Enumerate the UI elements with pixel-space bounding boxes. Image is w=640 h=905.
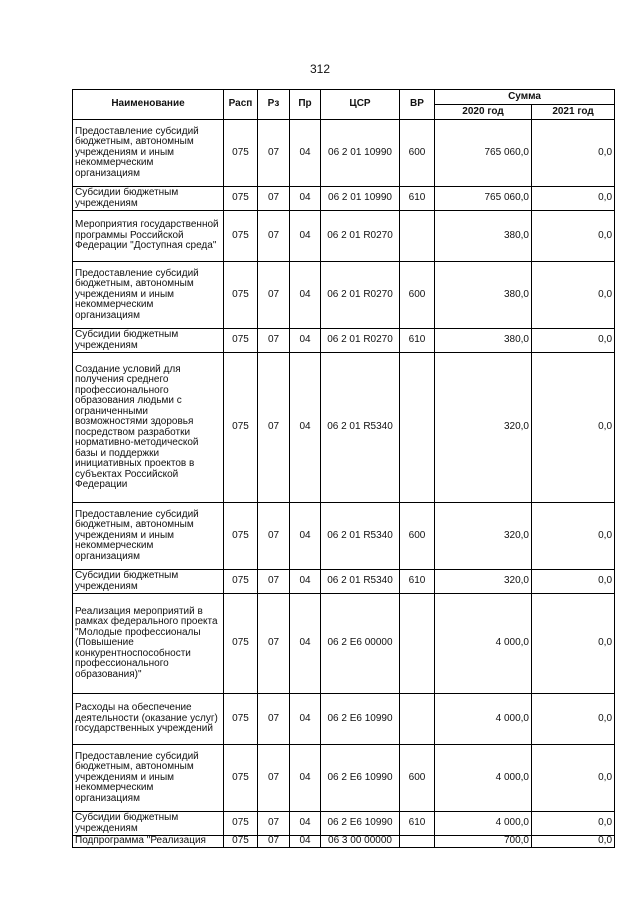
cell-csr: 06 2 E6 10990 xyxy=(321,745,400,812)
cell-y2021: 0,0 xyxy=(532,836,615,848)
cell-rz: 07 xyxy=(258,570,290,594)
cell-y2020: 765 060,0 xyxy=(435,187,532,211)
cell-y2020: 4 000,0 xyxy=(435,594,532,694)
cell-vr: 600 xyxy=(400,745,435,812)
header-sum: Сумма xyxy=(435,90,615,105)
cell-pr: 04 xyxy=(290,694,321,745)
table-row xyxy=(73,187,615,211)
cell-rasp: 075 xyxy=(224,812,258,836)
cell-rasp: 075 xyxy=(224,694,258,745)
cell-y2021: 0,0 xyxy=(532,745,615,812)
cell-y2021: 0,0 xyxy=(532,570,615,594)
header-row xyxy=(73,90,615,105)
cell-y2020: 4 000,0 xyxy=(435,812,532,836)
cell-name: Предоставление субсидий бюджетным, автономным учреждениям и иным некоммерческим организациям xyxy=(73,745,224,812)
cell-csr: 06 2 E6 10990 xyxy=(321,812,400,836)
cell-y2021: 0,0 xyxy=(532,594,615,694)
cell-name: Реализация мероприятий в рамках федерального проекта "Молодые профессионалы (Повышение конкурентноспособности профессионального образования)" xyxy=(73,594,224,694)
cell-y2020: 320,0 xyxy=(435,503,532,570)
cell-name: Предоставление субсидий бюджетным, автономным учреждениям и иным некоммерческим организациям xyxy=(73,503,224,570)
cell-name: Подпрограмма "Реализация xyxy=(73,836,224,848)
table-row xyxy=(73,503,615,570)
table-row xyxy=(73,594,615,694)
cell-rasp: 075 xyxy=(224,187,258,211)
cell-rasp: 075 xyxy=(224,353,258,503)
cell-name: Субсидии бюджетным учреждениям xyxy=(73,570,224,594)
cell-rasp: 075 xyxy=(224,262,258,329)
cell-rasp: 075 xyxy=(224,120,258,187)
cell-rz: 07 xyxy=(258,187,290,211)
cell-rz: 07 xyxy=(258,594,290,694)
cell-csr: 06 2 01 R0270 xyxy=(321,262,400,329)
cell-csr: 06 2 01 R5340 xyxy=(321,503,400,570)
table-row xyxy=(73,694,615,745)
table-row xyxy=(73,353,615,503)
cell-rasp: 075 xyxy=(224,503,258,570)
header-2021: 2021 год xyxy=(532,105,615,120)
cell-rasp: 075 xyxy=(224,570,258,594)
cell-pr: 04 xyxy=(290,812,321,836)
cell-y2021: 0,0 xyxy=(532,120,615,187)
cell-rz: 07 xyxy=(258,836,290,848)
cell-pr: 04 xyxy=(290,594,321,694)
cell-pr: 04 xyxy=(290,120,321,187)
cell-rz: 07 xyxy=(258,503,290,570)
cell-pr: 04 xyxy=(290,211,321,262)
cell-pr: 04 xyxy=(290,503,321,570)
cell-y2020: 380,0 xyxy=(435,262,532,329)
table-row xyxy=(73,120,615,187)
cell-csr: 06 3 00 00000 xyxy=(321,836,400,848)
cell-y2020: 320,0 xyxy=(435,570,532,594)
cell-name: Субсидии бюджетным учреждениям xyxy=(73,329,224,353)
cell-csr: 06 2 01 R0270 xyxy=(321,329,400,353)
cell-vr: 600 xyxy=(400,120,435,187)
cell-y2021: 0,0 xyxy=(532,353,615,503)
cell-vr xyxy=(400,353,435,503)
cell-pr: 04 xyxy=(290,570,321,594)
cell-y2020: 700,0 xyxy=(435,836,532,848)
budget-table xyxy=(72,89,615,848)
header-vr: ВР xyxy=(400,90,435,120)
cell-y2020: 765 060,0 xyxy=(435,120,532,187)
cell-rz: 07 xyxy=(258,211,290,262)
cell-rz: 07 xyxy=(258,329,290,353)
cell-vr: 610 xyxy=(400,812,435,836)
header-name: Наименование xyxy=(73,90,224,120)
table-row xyxy=(73,836,615,848)
cell-vr xyxy=(400,836,435,848)
cell-name: Субсидии бюджетным учреждениям xyxy=(73,812,224,836)
cell-csr: 06 2 01 R5340 xyxy=(321,570,400,594)
cell-vr: 600 xyxy=(400,503,435,570)
cell-pr: 04 xyxy=(290,187,321,211)
cell-name: Субсидии бюджетным учреждениям xyxy=(73,187,224,211)
cell-y2021: 0,0 xyxy=(532,329,615,353)
header-2020: 2020 год xyxy=(435,105,532,120)
cell-y2020: 380,0 xyxy=(435,211,532,262)
cell-rasp: 075 xyxy=(224,745,258,812)
cell-name: Мероприятия государственной программы Российской Федерации "Доступная среда" xyxy=(73,211,224,262)
cell-rz: 07 xyxy=(258,812,290,836)
cell-pr: 04 xyxy=(290,262,321,329)
cell-vr: 600 xyxy=(400,262,435,329)
cell-csr: 06 2 E6 10990 xyxy=(321,694,400,745)
cell-name: Предоставление субсидий бюджетным, автономным учреждениям и иным некоммерческим организациям xyxy=(73,120,224,187)
cell-y2021: 0,0 xyxy=(532,211,615,262)
cell-csr: 06 2 E6 00000 xyxy=(321,594,400,694)
table-row xyxy=(73,211,615,262)
page-number: 312 xyxy=(309,62,331,76)
cell-y2021: 0,0 xyxy=(532,262,615,329)
cell-y2020: 380,0 xyxy=(435,329,532,353)
cell-csr: 06 2 01 R0270 xyxy=(321,211,400,262)
table-row xyxy=(73,812,615,836)
cell-rz: 07 xyxy=(258,353,290,503)
cell-vr: 610 xyxy=(400,187,435,211)
cell-vr xyxy=(400,594,435,694)
cell-rz: 07 xyxy=(258,262,290,329)
header-rz: Рз xyxy=(258,90,290,120)
cell-name: Создание условий для получения среднего профессионального образования людьми с ограниченными возможностями здоровья посредством разработки нормативно-методической базы и поддержки инициативных проектов в субъектах Российской Федерации xyxy=(73,353,224,503)
header-pr: Пр xyxy=(290,90,321,120)
table-row xyxy=(73,745,615,812)
cell-vr: 610 xyxy=(400,329,435,353)
cell-rz: 07 xyxy=(258,694,290,745)
cell-rz: 07 xyxy=(258,745,290,812)
cell-rz: 07 xyxy=(258,120,290,187)
cell-y2021: 0,0 xyxy=(532,812,615,836)
cell-y2021: 0,0 xyxy=(532,503,615,570)
cell-rasp: 075 xyxy=(224,329,258,353)
cell-csr: 06 2 01 10990 xyxy=(321,187,400,211)
table-row xyxy=(73,329,615,353)
header-csr: ЦСР xyxy=(321,90,400,120)
cell-rasp: 075 xyxy=(224,836,258,848)
cell-rasp: 075 xyxy=(224,594,258,694)
cell-pr: 04 xyxy=(290,745,321,812)
cell-name: Расходы на обеспечение деятельности (оказание услуг) государственных учреждений xyxy=(73,694,224,745)
cell-csr: 06 2 01 10990 xyxy=(321,120,400,187)
cell-rasp: 075 xyxy=(224,211,258,262)
header-rasp: Расп xyxy=(224,90,258,120)
cell-vr: 610 xyxy=(400,570,435,594)
cell-csr: 06 2 01 R5340 xyxy=(321,353,400,503)
cell-pr: 04 xyxy=(290,329,321,353)
cell-y2021: 0,0 xyxy=(532,187,615,211)
cell-vr xyxy=(400,694,435,745)
cell-y2020: 4 000,0 xyxy=(435,745,532,812)
cell-y2020: 320,0 xyxy=(435,353,532,503)
cell-y2020: 4 000,0 xyxy=(435,694,532,745)
table-row xyxy=(73,262,615,329)
cell-pr: 04 xyxy=(290,836,321,848)
cell-y2021: 0,0 xyxy=(532,694,615,745)
cell-pr: 04 xyxy=(290,353,321,503)
cell-name: Предоставление субсидий бюджетным, автономным учреждениям и иным некоммерческим организациям xyxy=(73,262,224,329)
table-row xyxy=(73,570,615,594)
cell-vr xyxy=(400,211,435,262)
